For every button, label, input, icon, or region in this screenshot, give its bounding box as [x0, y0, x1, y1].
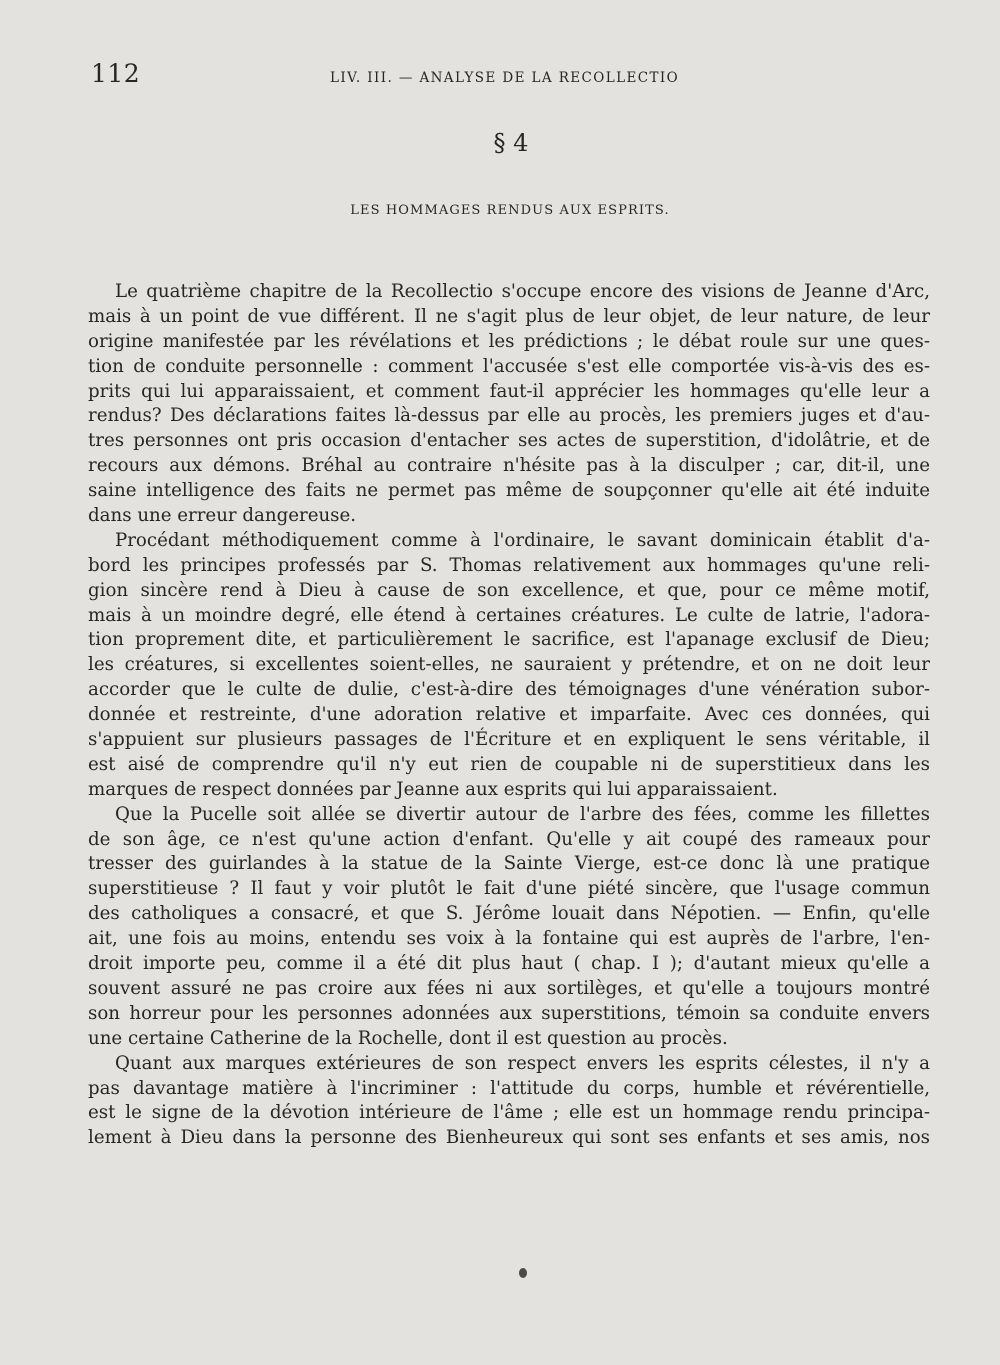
text-line: est le signe de la dévotion intérieure de l'âme ; elle est un hommage rendu principa- [88, 1102, 930, 1124]
text-line: bord les principes professés par S. Thomas relativement aux hommages qu'une reli- [88, 554, 930, 576]
text-line: mais à un moindre degré, elle étend à certaines créatures. Le culte de latrie, l'adora- [88, 604, 930, 626]
text-line: recours aux démons. Bréhal au contraire n'hésite pas à la disculper ; car, dit-il, une [88, 455, 930, 477]
text-line: accorder que le culte de dulie, c'est-à-dire des témoignages d'une vénération subor- [88, 679, 930, 701]
running-head: LIV. III. — ANALYSE DE LA RECOLLECTIO [330, 70, 680, 86]
text-line: de son âge, ce n'est qu'une action d'enfant. Qu'elle y ait coupé des rameaux pour [88, 828, 930, 850]
text-line: saine intelligence des faits ne permet pas même de soupçonner qu'elle ait été induite [88, 480, 930, 502]
text-line: Quant aux marques extérieures de son respect envers les esprits célestes, il n'y a [115, 1052, 930, 1074]
text-line: souvent assuré ne pas croire aux fées ni aux sortilèges, et qu'elle a toujours montré [88, 977, 930, 999]
printer-mark-dot [519, 1268, 527, 1278]
text-line: une certaine Catherine de la Rochelle, dont il est question au procès. [88, 1027, 728, 1049]
text-line: les créatures, si excellentes soient-elles, ne sauraient y prétendre, et on ne doit leur [88, 654, 930, 676]
text-line: tresser des guirlandes à la statue de la Sainte Vierge, est-ce donc là une pratique [88, 853, 930, 875]
text-line: est aisé de comprendre qu'il n'y eut rien de coupable ni de superstitieux dans les [88, 753, 930, 775]
text-line: donnée et restreinte, d'une adoration relative et imparfaite. Avec ces données, qui [88, 704, 930, 726]
text-line: marques de respect données par Jeanne aux esprits qui lui apparaissaient. [88, 778, 778, 800]
text-line: origine manifestée par les révélations et les prédictions ; le débat roule sur une ques- [88, 330, 930, 352]
text-line: Le quatrième chapitre de la Recollectio s'occupe encore des visions de Jeanne d'Arc, [115, 281, 930, 302]
text-line: Procédant méthodiquement comme à l'ordinaire, le savant dominicain établit d'a- [115, 529, 930, 551]
text-line: tres personnes ont pris occasion d'entacher ses actes de superstition, d'idolâtrie, et de [88, 430, 930, 452]
text-line: son horreur pour les personnes adonnées aux superstitions, témoin sa conduite envers [88, 1002, 930, 1024]
text-line: droit importe peu, comme il a été dit plus haut ( chap. I ); d'autant mieux qu'elle a [88, 953, 930, 975]
text-line: prits qui lui apparaissaient, et comment faut-il apprécier les hommages qu'elle leur a [88, 380, 930, 402]
text-line: tion de conduite personnelle : comment l'accusée s'est elle comportée vis-à-vis des es- [88, 355, 930, 377]
text-line: rendus? Des déclarations faites là-dessus par elle au procès, les premiers juges et d'au- [88, 405, 930, 427]
text-line: des catholiques a consacré, et que S. Jérôme louait dans Népotien. — Enfin, qu'elle [88, 903, 930, 925]
page-number: 112 [91, 59, 141, 88]
text-line: gion sincère rend à Dieu à cause de son excellence, et que, pour ce même motif, [88, 579, 930, 601]
text-line: dans une erreur dangereuse. [88, 505, 357, 527]
section-title: LES HOMMAGES RENDUS AUX ESPRITS. [350, 203, 670, 218]
text-line: mais à un point de vue différent. Il ne s'agit plus de leur objet, de leur nature, de leur [88, 305, 930, 327]
text-line: pas davantage matière à l'incriminer : l'attitude du corps, humble et révérentielle, [88, 1077, 930, 1099]
text-line: superstitieuse ? Il faut y voir plutôt le fait d'une piété sincère, que l'usage commun [88, 878, 930, 900]
text-line: Que la Pucelle soit allée se divertir autour de l'arbre des fées, comme les fillettes [115, 803, 930, 825]
body-text [88, 280, 930, 1151]
text-line: ait, une fois au moins, entendu ses voix à la fontaine qui est auprès de l'arbre, l'en- [88, 928, 930, 950]
text-line: lement à Dieu dans la personne des Bienheureux qui sont ses enfants et ses amis, nos [88, 1127, 930, 1149]
text-line: tion proprement dite, et particulièrement le sacrifice, est l'apanage exclusif de Dieu; [88, 629, 930, 651]
text-line: s'appuient sur plusieurs passages de l'Écriture et en expliquent le sens véritable, il [88, 729, 930, 751]
section-mark: § 4 [493, 129, 529, 157]
